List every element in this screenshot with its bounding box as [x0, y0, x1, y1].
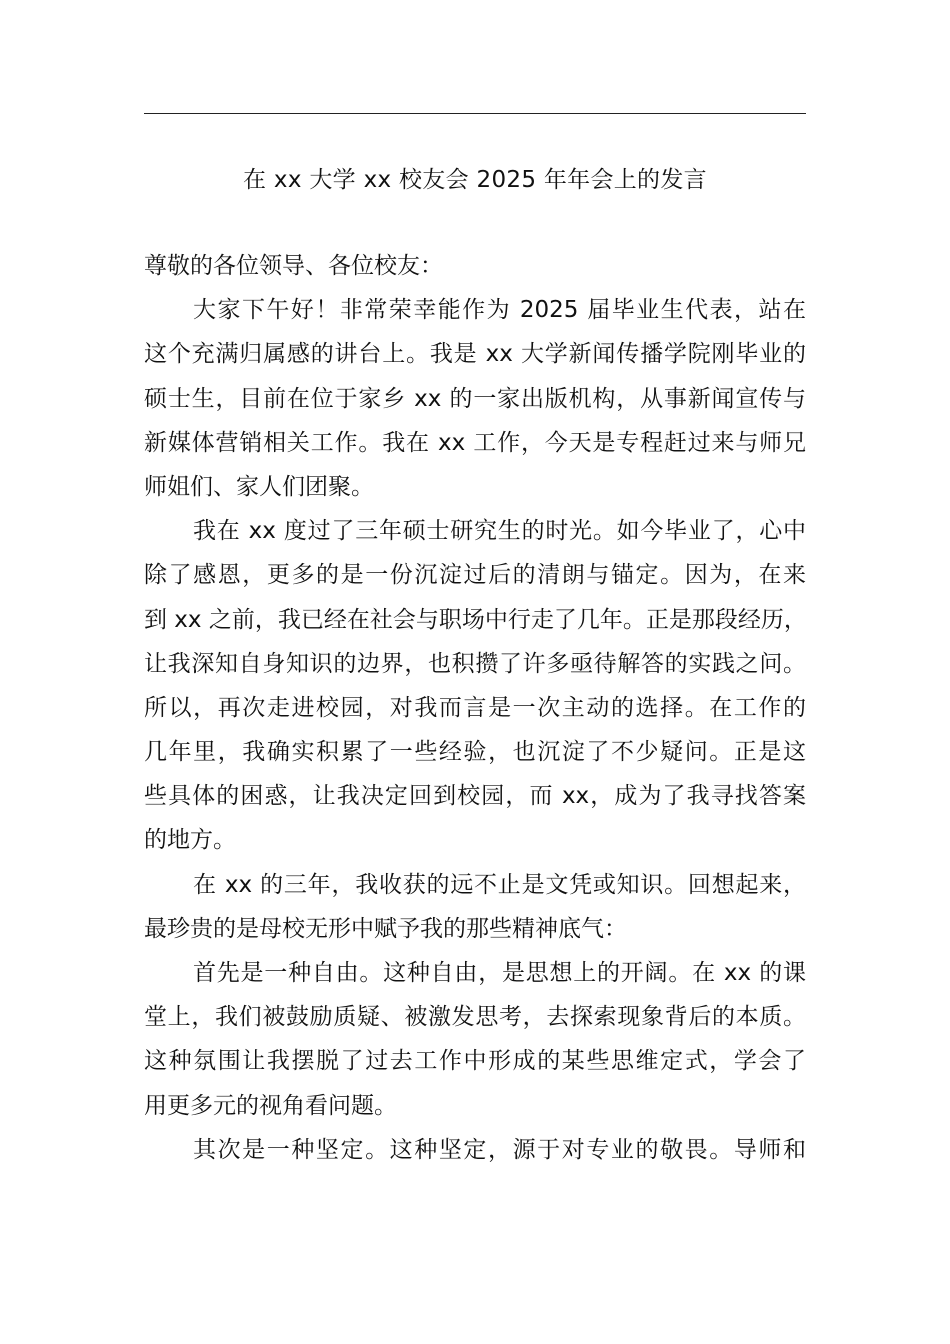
text-line: 新媒体营销相关工作。我在 xx 工作，今天是专程赶过来与师兄 — [144, 429, 806, 456]
text-line: 的地方。 — [144, 827, 236, 854]
text-line: 几年里，我确实积累了一些经验，也沉淀了不少疑问。正是这 — [144, 739, 806, 766]
text-line: 师姐们、家人们团聚。 — [144, 473, 374, 500]
text-line: 所以，再次走进校园，对我而言是一次主动的选择。在工作的 — [144, 694, 806, 721]
document-body — [144, 244, 806, 1172]
text-line: 大家下午好！非常荣幸能作为 2025 届毕业生代表，站在 — [193, 297, 806, 324]
text-line: 些具体的困惑，让我决定回到校园，而 xx，成为了我寻找答案 — [144, 783, 806, 810]
text-line: 除了感恩，更多的是一份沉淀过后的清朗与锚定。因为，在来 — [144, 562, 806, 589]
text-line: 这种氛围让我摆脱了过去工作中形成的某些思维定式，学会了 — [144, 1048, 806, 1075]
text-line: 用更多元的视角看问题。 — [144, 1092, 397, 1119]
text-line: 到 xx 之前，我已经在社会与职场中行走了几年。正是那段经历， — [144, 606, 807, 633]
text-line: 首先是一种自由。这种自由，是思想上的开阔。在 xx 的课 — [193, 960, 806, 986]
text-line: 这个充满归属感的讲台上。我是 xx 大学新闻传播学院刚毕业的 — [144, 341, 806, 368]
text-line: 在 xx 的三年，我收获的远不止是文凭或知识。回想起来， — [193, 871, 806, 898]
document-title: 在 xx 大学 xx 校友会 2025 年年会上的发言 — [243, 167, 707, 193]
text-line: 让我深知自身知识的边界，也积攒了许多亟待解答的实践之问。 — [144, 650, 806, 677]
text-line: 硕士生，目前在位于家乡 xx 的一家出版机构，从事新闻宣传与 — [144, 385, 806, 412]
header-rule — [144, 113, 806, 114]
text-line: 最珍贵的是母校无形中赋予我的那些精神底气： — [144, 915, 627, 942]
text-line: 尊敬的各位领导、各位校友： — [144, 253, 443, 279]
text-line: 其次是一种坚定。这种坚定，源于对专业的敬畏。导师和 — [193, 1136, 806, 1163]
text-line: 我在 xx 度过了三年硕士研究生的时光。如今毕业了，心中 — [193, 518, 806, 545]
text-line: 堂上，我们被鼓励质疑、被激发思考，去探索现象背后的本质。 — [144, 1004, 806, 1031]
